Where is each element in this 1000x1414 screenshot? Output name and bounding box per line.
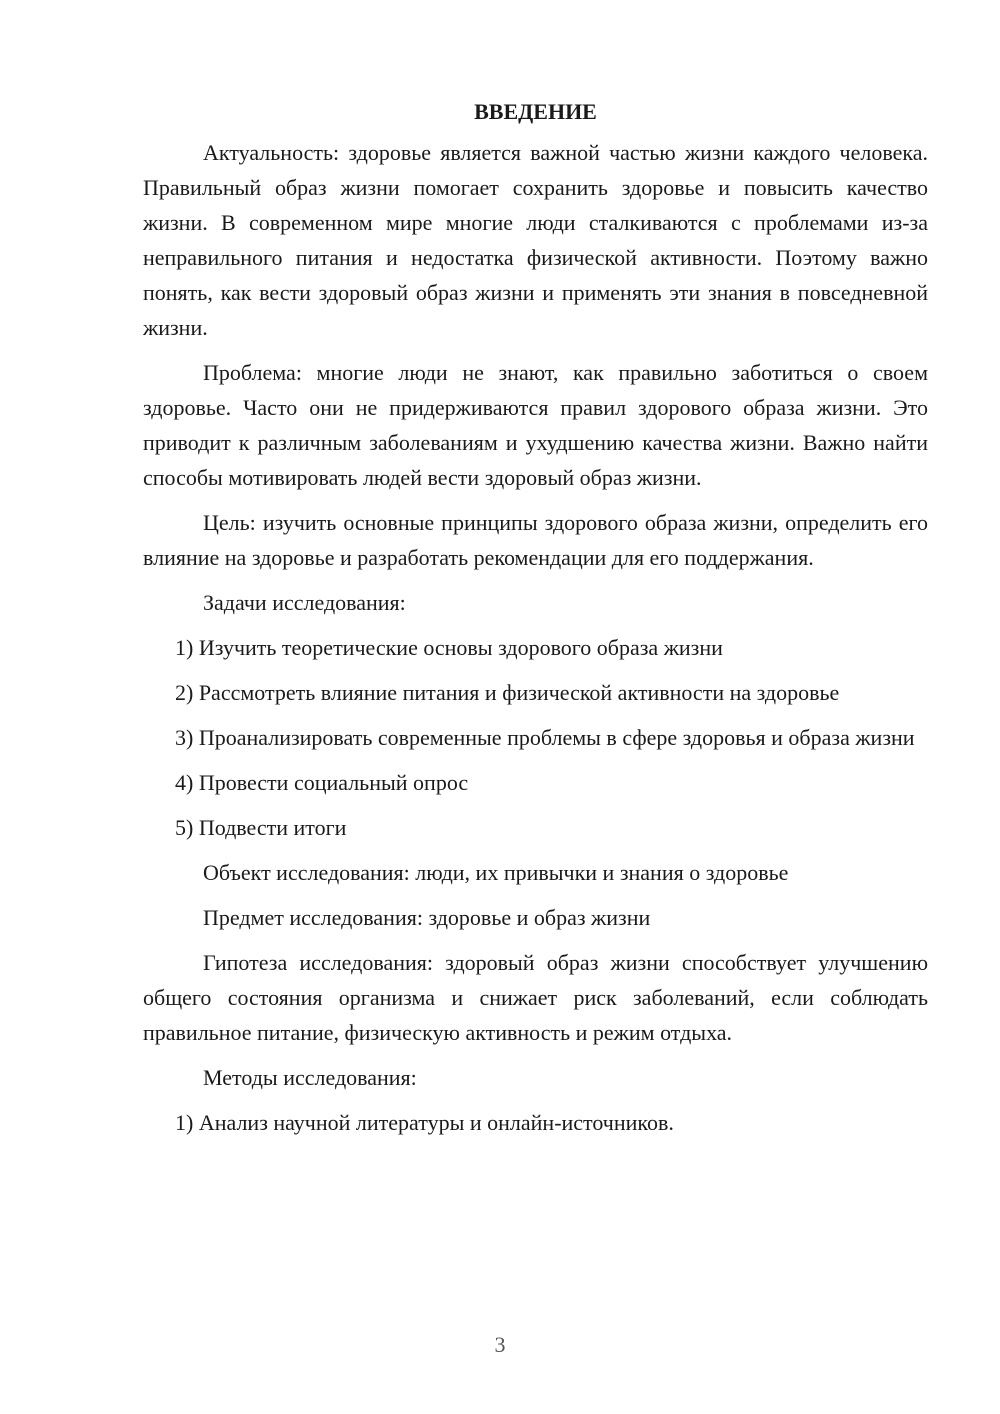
relevance-paragraph: Актуальность: здоровье является важной частью жизни каждого человека. Правильный образ жизни помогает сохранить здоровье и повысить качество жизни. В современном мире многие люди сталкиваются с проблемами из-за неправильного питания и недостатка физической активности. Поэтому важно понять, как вести здоровый образ жизни и применять эти знания в повседневной жизни. (143, 140, 928, 340)
page-number: 3 (494, 1332, 506, 1357)
object-paragraph: Объект исследования: люди, их привычки и знания о здоровье (203, 860, 789, 885)
task-item-5: 5) Подвести итоги (175, 815, 347, 840)
subject-paragraph: Предмет исследования: здоровье и образ жизни (203, 905, 651, 930)
hypothesis-paragraph: Гипотеза исследования: здоровый образ жизни способствует улучшению общего состояния организма и снижает риск заболеваний, если соблюдать правильное питание, физическую активность и режим отдыха. (143, 950, 928, 1045)
page-title: ВВЕДЕНИЕ (474, 99, 597, 124)
page-content (143, 94, 928, 1140)
task-item-3: 3) Проанализировать современные проблемы в сфере здоровья и образа жизни (175, 725, 915, 750)
task-item-2: 2) Рассмотреть влияние питания и физической активности на здоровье (175, 680, 840, 705)
method-item-1: 1) Анализ научной литературы и онлайн-источников. (175, 1110, 674, 1135)
task-item-4: 4) Провести социальный опрос (175, 770, 469, 795)
tasks-heading: Задачи исследования: (203, 590, 406, 615)
goal-paragraph: Цель: изучить основные принципы здорового образа жизни, определить его влияние на здоровье и разработать рекомендации для его поддержания. (143, 510, 928, 570)
problem-paragraph: Проблема: многие люди не знают, как правильно заботиться о своем здоровье. Часто они не придерживаются правил здорового образа жизни. Это приводит к различным заболеваниям и ухудшению качества жизни. Важно найти способы мотивировать людей вести здоровый образ жизни. (143, 360, 928, 490)
methods-heading: Методы исследования: (203, 1065, 417, 1090)
task-item-1: 1) Изучить теоретические основы здорового образа жизни (175, 635, 723, 660)
